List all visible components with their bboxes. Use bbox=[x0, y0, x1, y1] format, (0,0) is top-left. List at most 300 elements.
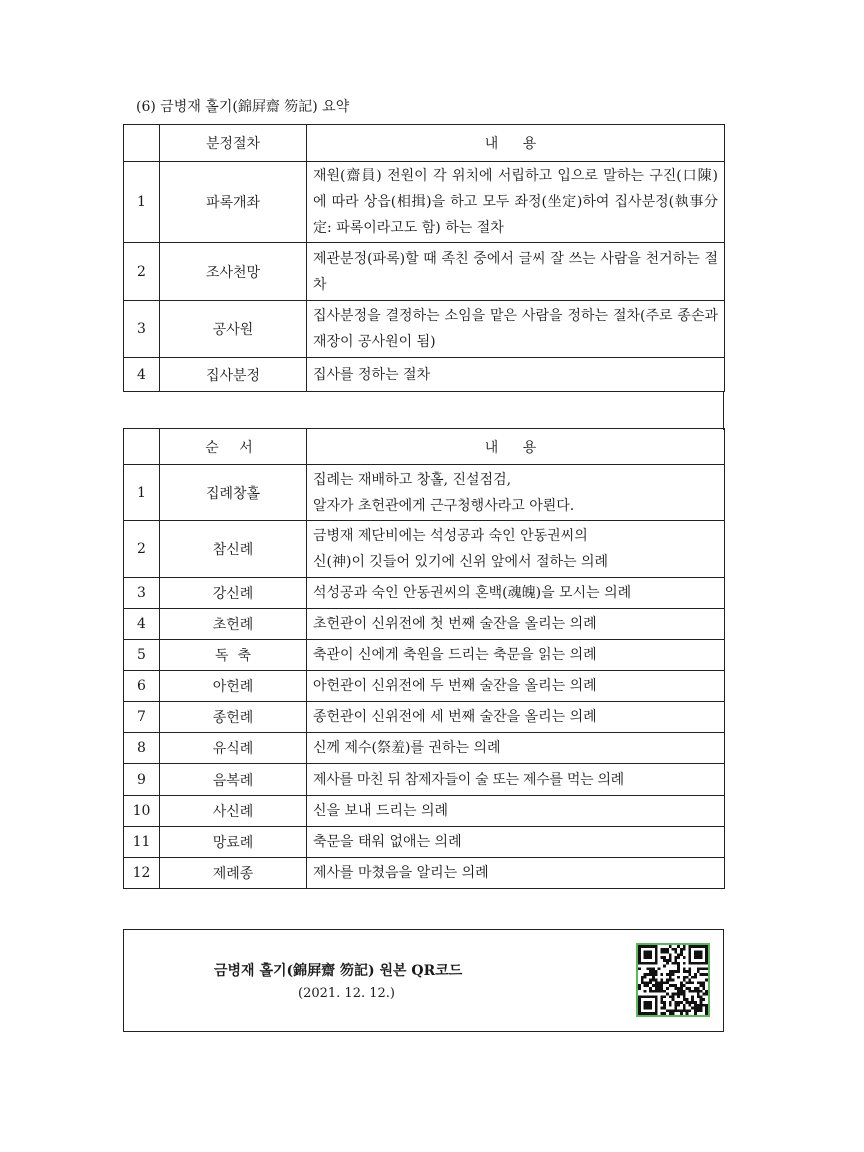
qr-module bbox=[694, 1001, 697, 1004]
row-number: 3 bbox=[124, 578, 160, 609]
row-content bbox=[307, 609, 725, 640]
qr-module bbox=[649, 953, 652, 956]
row-step: 집례창홀 bbox=[160, 465, 307, 521]
row-step: 제례종 bbox=[160, 858, 307, 889]
qr-module bbox=[705, 990, 708, 993]
row-step: 독 축 bbox=[160, 640, 307, 671]
qr-module bbox=[660, 990, 663, 993]
qr-module bbox=[688, 1001, 691, 1004]
qr-module bbox=[666, 951, 669, 954]
qr-module bbox=[652, 970, 655, 973]
qr-module bbox=[680, 993, 683, 996]
qr-module bbox=[680, 981, 683, 984]
qr-module bbox=[663, 1001, 666, 1004]
qr-module bbox=[658, 981, 661, 984]
qr-code-icon[interactable] bbox=[636, 943, 710, 1017]
qr-module bbox=[655, 951, 658, 954]
header-num bbox=[124, 429, 160, 465]
qr-module bbox=[649, 951, 652, 954]
qr-module bbox=[663, 956, 666, 959]
qr-module bbox=[683, 945, 686, 948]
row-content bbox=[307, 764, 725, 796]
qr-module bbox=[688, 973, 691, 976]
qr-module bbox=[649, 1007, 652, 1010]
qr-module bbox=[644, 1007, 647, 1010]
qr-module bbox=[649, 1001, 652, 1004]
qr-module bbox=[697, 970, 700, 973]
qr-date: (2021. 12. 12.) bbox=[298, 986, 395, 1001]
qr-module bbox=[649, 990, 652, 993]
qr-module bbox=[644, 956, 647, 959]
qr-module bbox=[677, 987, 680, 990]
header-content: 내 용 bbox=[307, 429, 725, 465]
qr-module bbox=[649, 970, 652, 973]
qr-module bbox=[669, 959, 672, 962]
qr-module bbox=[669, 970, 672, 973]
qr-module bbox=[655, 962, 658, 965]
row-content: 집사를 정하는 절차 bbox=[307, 358, 725, 392]
qr-module bbox=[697, 990, 700, 993]
qr-module bbox=[700, 973, 703, 976]
row-number: 7 bbox=[124, 702, 160, 733]
qr-module bbox=[683, 970, 686, 973]
qr-module bbox=[638, 1004, 641, 1007]
row-number: 11 bbox=[124, 827, 160, 858]
qr-module bbox=[694, 1007, 697, 1010]
qr-module bbox=[638, 945, 641, 948]
qr-module bbox=[688, 945, 691, 948]
row-content bbox=[307, 796, 725, 827]
row-content: 재원(齋員) 전원이 각 위치에 서립하고 입으로 말하는 구진(口陳)에 따라 상읍(相揖)을 하고 모두 좌정(坐定)하여 집사분정(執事分定: 파록이라고도 함) 하는 절차 bbox=[307, 162, 725, 243]
qr-module bbox=[705, 945, 708, 948]
row-number: 9 bbox=[124, 764, 160, 796]
qr-module bbox=[641, 962, 644, 965]
qr-module bbox=[697, 1009, 700, 1012]
qr-module bbox=[697, 951, 700, 954]
qr-module bbox=[638, 959, 641, 962]
row-content bbox=[307, 640, 725, 671]
qr-module bbox=[649, 945, 652, 948]
qr-module bbox=[641, 976, 644, 979]
table-gap bbox=[123, 392, 724, 430]
content-line: 제사를 마친 뒤 참제자들이 술 또는 제수를 먹는 의례 bbox=[313, 771, 624, 788]
qr-module bbox=[644, 1012, 647, 1015]
qr-module bbox=[669, 956, 672, 959]
qr-module bbox=[655, 953, 658, 956]
qr-module bbox=[680, 1001, 683, 1004]
row-step: 참신례 bbox=[160, 521, 307, 578]
qr-module bbox=[638, 1007, 641, 1010]
qr-module bbox=[644, 990, 647, 993]
qr-module bbox=[680, 984, 683, 987]
qr-module bbox=[697, 1007, 700, 1010]
qr-module bbox=[705, 948, 708, 951]
qr-module bbox=[674, 984, 677, 987]
table-row bbox=[124, 609, 725, 640]
qr-module bbox=[646, 981, 649, 984]
qr-module bbox=[666, 948, 669, 951]
qr-module bbox=[683, 1004, 686, 1007]
qr-module bbox=[663, 951, 666, 954]
qr-module bbox=[683, 962, 686, 965]
table-row bbox=[124, 301, 725, 358]
row-number: 3 bbox=[124, 301, 160, 358]
qr-module bbox=[660, 956, 663, 959]
content-line: 제사를 마쳤음을 알리는 의례 bbox=[313, 865, 489, 881]
qr-module bbox=[672, 1009, 675, 1012]
qr-module bbox=[669, 995, 672, 998]
content-line: 축관이 신에게 축원을 드리는 축문을 읽는 의례 bbox=[313, 647, 597, 663]
qr-module bbox=[694, 953, 697, 956]
row-content: 제관분정(파록)할 때 족친 중에서 글씨 잘 쓰는 사람을 천거하는 절차 bbox=[307, 243, 725, 301]
qr-module bbox=[666, 993, 669, 996]
qr-module bbox=[663, 981, 666, 984]
qr-module bbox=[660, 998, 663, 1001]
qr-module bbox=[674, 1004, 677, 1007]
qr-module bbox=[683, 990, 686, 993]
qr-module bbox=[672, 973, 675, 976]
qr-module bbox=[677, 1004, 680, 1007]
qr-module bbox=[655, 1004, 658, 1007]
table-row bbox=[124, 521, 725, 578]
qr-module bbox=[680, 990, 683, 993]
row-step: 망료례 bbox=[160, 827, 307, 858]
qr-module bbox=[697, 956, 700, 959]
table-row bbox=[124, 733, 725, 764]
qr-module bbox=[688, 1009, 691, 1012]
qr-module bbox=[655, 990, 658, 993]
qr-module bbox=[697, 993, 700, 996]
qr-module bbox=[691, 990, 694, 993]
qr-module bbox=[683, 976, 686, 979]
row-number: 4 bbox=[124, 609, 160, 640]
row-step: 아헌례 bbox=[160, 671, 307, 702]
table-header-row bbox=[124, 125, 725, 162]
qr-module bbox=[646, 953, 649, 956]
qr-module bbox=[672, 993, 675, 996]
qr-module bbox=[691, 1001, 694, 1004]
qr-module bbox=[638, 1009, 641, 1012]
qr-module bbox=[652, 984, 655, 987]
qr-module bbox=[652, 962, 655, 965]
qr-module bbox=[660, 979, 663, 982]
qr-module bbox=[705, 1012, 708, 1015]
qr-module bbox=[644, 962, 647, 965]
content-line: 석성공과 숙인 안동권씨의 혼백(魂魄)을 모시는 의례 bbox=[313, 585, 632, 601]
qr-module bbox=[644, 953, 647, 956]
content-line: 금병재 제단비에는 석성공과 숙인 안동권씨의 bbox=[313, 528, 588, 544]
qr-module bbox=[644, 976, 647, 979]
qr-module bbox=[663, 1007, 666, 1010]
qr-module bbox=[660, 981, 663, 984]
qr-module bbox=[649, 995, 652, 998]
procedure-table bbox=[123, 124, 725, 392]
qr-module bbox=[646, 1012, 649, 1015]
qr-module bbox=[652, 976, 655, 979]
row-number: 6 bbox=[124, 671, 160, 702]
qr-module bbox=[641, 945, 644, 948]
qr-module bbox=[700, 951, 703, 954]
qr-module bbox=[669, 1012, 672, 1015]
qr-module bbox=[680, 987, 683, 990]
row-content bbox=[307, 858, 725, 889]
row-content bbox=[307, 521, 725, 578]
qr-module bbox=[702, 984, 705, 987]
qr-module bbox=[638, 962, 641, 965]
qr-module bbox=[688, 1004, 691, 1007]
table-row bbox=[124, 671, 725, 702]
content-line: 신을 보내 드리는 의례 bbox=[313, 803, 449, 819]
table-row bbox=[124, 162, 725, 243]
qr-module bbox=[686, 1012, 689, 1015]
qr-module bbox=[702, 962, 705, 965]
qr-module bbox=[649, 987, 652, 990]
qr-module bbox=[686, 987, 689, 990]
qr-module bbox=[677, 1001, 680, 1004]
qr-module bbox=[652, 979, 655, 982]
qr-module bbox=[680, 1009, 683, 1012]
qr-module bbox=[638, 995, 641, 998]
qr-module bbox=[646, 951, 649, 954]
qr-module bbox=[669, 953, 672, 956]
qr-module bbox=[694, 1004, 697, 1007]
qr-module bbox=[683, 995, 686, 998]
qr-module bbox=[694, 945, 697, 948]
qr-module bbox=[655, 979, 658, 982]
content-line: 축문을 태워 없애는 의례 bbox=[313, 834, 462, 850]
row-content bbox=[307, 671, 725, 702]
qr-module bbox=[674, 959, 677, 962]
qr-module bbox=[666, 973, 669, 976]
header-content: 내 용 bbox=[307, 125, 725, 162]
table-row bbox=[124, 358, 725, 392]
qr-module bbox=[683, 948, 686, 951]
qr-module bbox=[686, 1001, 689, 1004]
table-row bbox=[124, 796, 725, 827]
qr-module bbox=[660, 973, 663, 976]
qr-module bbox=[677, 945, 680, 948]
content-line: 초헌관이 신위전에 첫 번째 술잔을 올리는 의례 bbox=[313, 616, 597, 632]
qr-module bbox=[683, 984, 686, 987]
qr-module bbox=[660, 1001, 663, 1004]
qr-module bbox=[638, 1012, 641, 1015]
qr-module bbox=[652, 990, 655, 993]
qr-module bbox=[649, 1012, 652, 1015]
qr-module bbox=[697, 995, 700, 998]
qr-module bbox=[655, 945, 658, 948]
qr-module bbox=[694, 973, 697, 976]
qr-module bbox=[691, 998, 694, 1001]
qr-module bbox=[691, 981, 694, 984]
section-heading: (6) 금병재 홀기(錦屛齋 笏記) 요약 bbox=[136, 99, 350, 115]
qr-module bbox=[700, 962, 703, 965]
qr-module bbox=[700, 945, 703, 948]
qr-module bbox=[669, 1001, 672, 1004]
qr-module bbox=[697, 953, 700, 956]
qr-module bbox=[688, 981, 691, 984]
qr-module bbox=[674, 948, 677, 951]
qr-module bbox=[666, 959, 669, 962]
row-content bbox=[307, 733, 725, 764]
qr-module bbox=[655, 1012, 658, 1015]
qr-module bbox=[697, 967, 700, 970]
qr-module bbox=[705, 959, 708, 962]
qr-module bbox=[655, 1001, 658, 1004]
qr-module bbox=[663, 990, 666, 993]
row-step: 공사원 bbox=[160, 301, 307, 358]
row-content bbox=[307, 827, 725, 858]
qr-module bbox=[697, 981, 700, 984]
qr-module bbox=[683, 979, 686, 982]
qr-module bbox=[666, 979, 669, 982]
qr-module bbox=[660, 948, 663, 951]
qr-module bbox=[688, 953, 691, 956]
qr-module bbox=[646, 995, 649, 998]
qr-module bbox=[663, 965, 666, 968]
table-row bbox=[124, 578, 725, 609]
qr-module bbox=[646, 962, 649, 965]
qr-module bbox=[674, 1007, 677, 1010]
qr-module bbox=[663, 959, 666, 962]
qr-module bbox=[705, 1007, 708, 1010]
qr-module bbox=[688, 951, 691, 954]
qr-module bbox=[669, 973, 672, 976]
table-row bbox=[124, 465, 725, 521]
qr-module bbox=[666, 1009, 669, 1012]
qr-module bbox=[691, 995, 694, 998]
qr-module bbox=[646, 973, 649, 976]
qr-module bbox=[688, 970, 691, 973]
qr-module bbox=[691, 1007, 694, 1010]
qr-module bbox=[677, 976, 680, 979]
qr-module bbox=[700, 990, 703, 993]
qr-module bbox=[677, 953, 680, 956]
qr-module bbox=[702, 973, 705, 976]
qr-module bbox=[688, 990, 691, 993]
qr-module bbox=[655, 995, 658, 998]
qr-module bbox=[663, 995, 666, 998]
qr-module bbox=[644, 945, 647, 948]
qr-module bbox=[700, 1004, 703, 1007]
qr-module bbox=[694, 1009, 697, 1012]
qr-module bbox=[652, 995, 655, 998]
qr-module bbox=[697, 1004, 700, 1007]
qr-module bbox=[691, 976, 694, 979]
qr-module bbox=[644, 981, 647, 984]
qr-module bbox=[705, 979, 708, 982]
qr-module bbox=[646, 984, 649, 987]
qr-module bbox=[702, 998, 705, 1001]
qr-module bbox=[705, 967, 708, 970]
qr-module bbox=[658, 967, 661, 970]
qr-module bbox=[705, 953, 708, 956]
table-row bbox=[124, 640, 725, 671]
qr-module bbox=[663, 948, 666, 951]
qr-module bbox=[677, 1009, 680, 1012]
header-step: 분정절차 bbox=[160, 125, 307, 162]
qr-module bbox=[638, 984, 641, 987]
qr-module bbox=[686, 981, 689, 984]
row-step: 집사분정 bbox=[160, 358, 307, 392]
qr-module bbox=[700, 1007, 703, 1010]
qr-module bbox=[674, 993, 677, 996]
qr-module bbox=[649, 979, 652, 982]
qr-module bbox=[655, 1007, 658, 1010]
row-number: 5 bbox=[124, 640, 160, 671]
qr-module bbox=[694, 1012, 697, 1015]
header-num bbox=[124, 125, 160, 162]
qr-module bbox=[686, 970, 689, 973]
qr-module bbox=[677, 956, 680, 959]
qr-module bbox=[700, 1001, 703, 1004]
row-step: 초헌례 bbox=[160, 609, 307, 640]
qr-module bbox=[694, 976, 697, 979]
qr-module bbox=[686, 976, 689, 979]
qr-module bbox=[638, 956, 641, 959]
qr-module bbox=[700, 953, 703, 956]
qr-module bbox=[669, 1004, 672, 1007]
row-number: 8 bbox=[124, 733, 160, 764]
qr-module bbox=[672, 979, 675, 982]
qr-module bbox=[660, 1012, 663, 1015]
qr-module bbox=[658, 987, 661, 990]
row-number: 10 bbox=[124, 796, 160, 827]
qr-module bbox=[652, 967, 655, 970]
qr-module bbox=[697, 945, 700, 948]
qr-module bbox=[641, 981, 644, 984]
content-line: 알자가 초헌관에게 근구청행사라고 아뢴다. bbox=[313, 497, 575, 514]
qr-module bbox=[677, 967, 680, 970]
qr-module bbox=[638, 967, 641, 970]
qr-module bbox=[705, 951, 708, 954]
qr-module bbox=[641, 1012, 644, 1015]
row-number: 1 bbox=[124, 465, 160, 521]
qr-module bbox=[655, 987, 658, 990]
row-number: 12 bbox=[124, 858, 160, 889]
qr-module bbox=[655, 1009, 658, 1012]
qr-module bbox=[646, 956, 649, 959]
table-row bbox=[124, 827, 725, 858]
qr-module bbox=[669, 979, 672, 982]
qr-module bbox=[702, 967, 705, 970]
qr-module bbox=[649, 967, 652, 970]
qr-module bbox=[658, 984, 661, 987]
qr-module bbox=[688, 962, 691, 965]
table-header-row bbox=[124, 429, 725, 465]
qr-module bbox=[686, 1009, 689, 1012]
row-number: 4 bbox=[124, 358, 160, 392]
qr-module bbox=[677, 965, 680, 968]
qr-module bbox=[705, 956, 708, 959]
qr-module bbox=[638, 948, 641, 951]
row-step: 조사천망 bbox=[160, 243, 307, 301]
qr-module bbox=[649, 973, 652, 976]
qr-module bbox=[644, 973, 647, 976]
qr-module bbox=[655, 984, 658, 987]
qr-module bbox=[674, 1001, 677, 1004]
qr-module bbox=[672, 962, 675, 965]
qr-module bbox=[697, 987, 700, 990]
qr-module bbox=[652, 945, 655, 948]
qr-module bbox=[688, 956, 691, 959]
qr-module bbox=[641, 979, 644, 982]
qr-module bbox=[688, 979, 691, 982]
qr-module bbox=[683, 993, 686, 996]
qr-module bbox=[700, 1009, 703, 1012]
qr-module bbox=[677, 970, 680, 973]
qr-module bbox=[649, 956, 652, 959]
qr-module bbox=[674, 1009, 677, 1012]
